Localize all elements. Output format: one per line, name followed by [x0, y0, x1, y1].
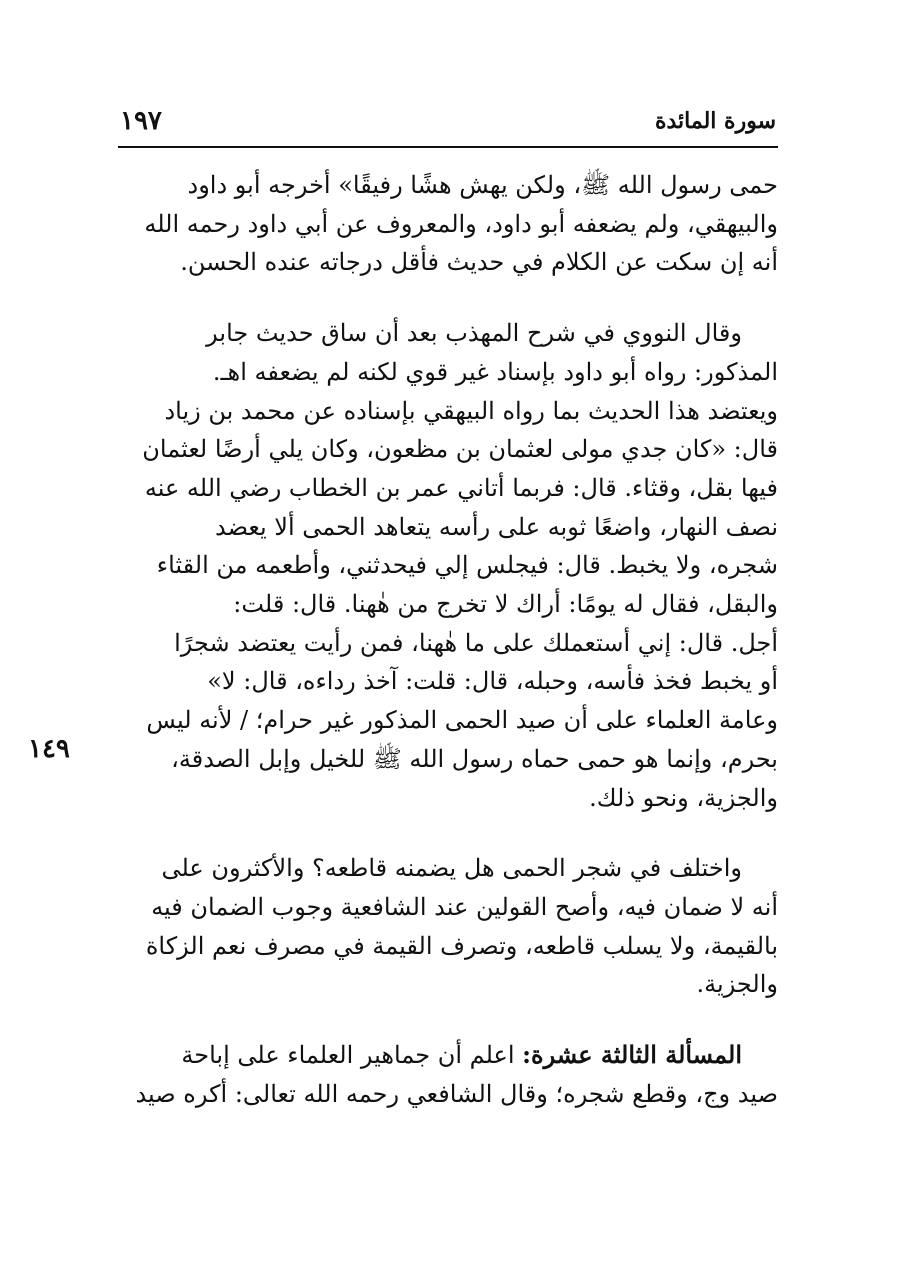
- text-line: وعامة العلماء على أن صيد الحمى المذكور غير حرام؛ / لأنه ليس: [146, 706, 778, 735]
- margin-page-reference: ١٤٩: [28, 734, 70, 764]
- surah-title: سورة المائدة: [654, 108, 776, 134]
- text-line: بحرم، وإنما هو حمى حماه رسول الله ﷺ للخيل وإبل الصدقة،: [171, 744, 778, 773]
- text-line: أو يخبط فخذ فأسه، وحبله، قال: قلت: آخذ رداءه، قال: لا»: [207, 667, 778, 696]
- page-number: ١٩٧: [120, 106, 162, 136]
- running-header: [118, 106, 778, 148]
- paragraph-gap: [118, 282, 778, 314]
- body-text: [118, 166, 778, 1113]
- text-line: [118, 1036, 778, 1075]
- text-line: أجل. قال: إني أستعملك على ما هٰهنا، فمن رأيت يعتضد شجرًا: [174, 628, 778, 657]
- text-line: وقال النووي في شرح المهذب بعد أن ساق حديث جابر: [206, 319, 742, 348]
- text-line: والبيهقي، ولم يضعفه أبو داود، والمعروف عن أبي داود رحمه الله: [144, 209, 778, 238]
- text-line: والجزية.: [696, 970, 778, 999]
- issue-heading: المسألة الثالثة عشرة:: [522, 1040, 742, 1070]
- issue-heading-continuation: اعلم أن جماهير العلماء على إباحة: [181, 1041, 523, 1070]
- paragraph-2: [118, 314, 778, 817]
- text-line: والجزية، ونحو ذلك.: [589, 783, 778, 812]
- text-line: حمى رسول الله ﷺ، ولكن يهش هشًا رفيقًا» أخرجه أبو داود: [187, 171, 778, 199]
- text-line: المذكور: رواه أبو داود بإسناد غير قوي لكنه لم يضعفه اهـ.: [212, 357, 778, 386]
- paragraph-1: [118, 166, 778, 282]
- paragraph-4: [118, 1036, 778, 1113]
- text-line: ويعتضد هذا الحديث بما رواه البيهقي بإسناده عن محمد بن زياد: [164, 396, 778, 425]
- text-line: بالقيمة، ولا يسلب قاطعه، وتصرف القيمة في مصرف نعم الزكاة: [145, 931, 778, 960]
- paragraph-gap: [118, 817, 778, 849]
- text-line: والبقل، فقال له يومًا: أراك لا تخرج من هٰهنا. قال: قلت:: [233, 590, 778, 619]
- text-line: أنه إن سكت عن الكلام في حديث فأقل درجاته عنده الحسن.: [180, 248, 778, 277]
- paragraph-gap: [118, 1004, 778, 1036]
- text-line: واختلف في شجر الحمى هل يضمنه قاطعه؟ والأكثرون على: [161, 854, 742, 883]
- text-line: شجره، ولا يخبط. قال: فيجلس إلي فيحدثني، وأطعمه من القثاء: [156, 551, 778, 580]
- text-line: فيها بقل، وقثاء. قال: فربما أتاني عمر بن الخطاب رضي الله عنه: [144, 473, 778, 502]
- text-line: صيد وج، وقطع شجره؛ وقال الشافعي رحمه الله تعالى: أكره صيد: [135, 1079, 778, 1108]
- text-line: قال: «كان جدي مولى لعثمان بن مظعون، وكان يلي أرضًا لعثمان: [142, 435, 778, 464]
- paragraph-3: [118, 849, 778, 1004]
- text-line: نصف النهار، واضعًا ثوبه على رأسه يتعاهد الحمى ألا يعضد: [214, 512, 778, 541]
- text-line: أنه لا ضمان فيه، وأصح القولين عند الشافعية وجوب الضمان فيه: [151, 892, 778, 921]
